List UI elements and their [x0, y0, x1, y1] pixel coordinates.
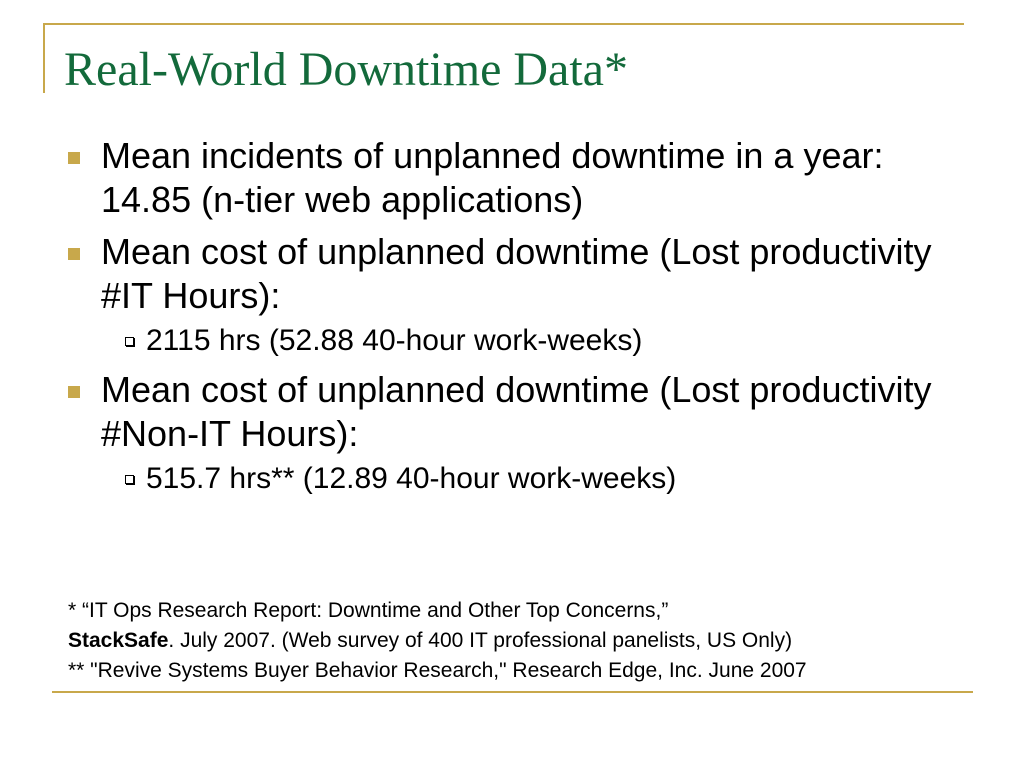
slide-title: Real-World Downtime Data*	[64, 43, 628, 96]
square-bullet-icon	[68, 386, 80, 398]
sub-bullet-list	[101, 322, 960, 360]
bullet-item	[60, 368, 960, 498]
bullet-list	[60, 134, 960, 506]
sub-bullet-text: 515.7 hrs** (12.89 40-hour work-weeks)	[146, 462, 677, 495]
bullet-text: Mean cost of unplanned downtime (Lost productivity #IT Hours):	[101, 231, 932, 316]
frame-left-line	[43, 23, 45, 93]
references	[68, 596, 988, 686]
bullet-item	[60, 230, 960, 360]
sub-bullet-item	[101, 322, 960, 360]
sub-bullet-item	[101, 460, 960, 498]
reference-source-name: StackSafe	[68, 629, 169, 652]
square-bullet-icon	[68, 152, 80, 164]
frame-bottom-line	[52, 691, 973, 693]
sub-bullet-text: 2115 hrs (52.88 40-hour work-weeks)	[146, 324, 643, 357]
reference-line-2	[68, 626, 988, 656]
bullet-text: Mean cost of unplanned downtime (Lost productivity #Non-IT Hours):	[101, 369, 932, 454]
reference-line-3: ** "Revive Systems Buyer Behavior Research," Research Edge, Inc. June 2007	[68, 659, 807, 682]
frame-top-line	[43, 23, 964, 25]
sub-bullet-list	[101, 460, 960, 498]
bullet-text: Mean incidents of unplanned downtime in a year: 14.85 (n-tier web applications)	[101, 135, 884, 220]
reference-line-1: * “IT Ops Research Report: Downtime and Other Top Concerns,”	[68, 599, 669, 622]
bullet-item	[60, 134, 960, 222]
reference-line-2-text: . July 2007. (Web survey of 400 IT professional panelists, US Only)	[168, 629, 793, 652]
square-bullet-icon	[68, 248, 80, 260]
hollow-square-bullet-icon	[125, 337, 134, 346]
hollow-square-bullet-icon	[125, 475, 134, 484]
